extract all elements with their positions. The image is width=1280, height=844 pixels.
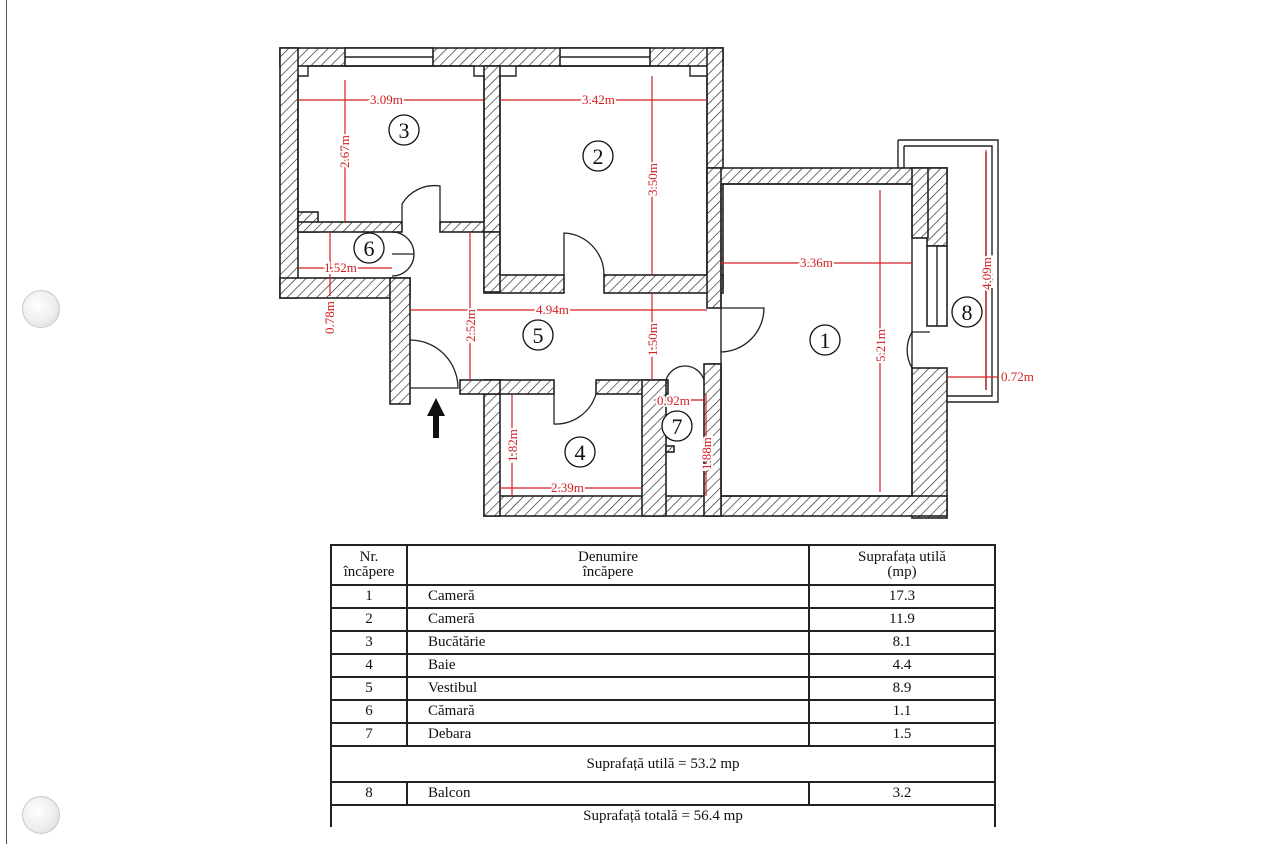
cell-area: 1.1 (809, 700, 995, 723)
door-entrance (410, 340, 458, 388)
dim-1-height: 5.21m (873, 329, 888, 362)
grand-total-row (331, 805, 995, 827)
table-row (331, 782, 995, 805)
room-number-4: 4 (574, 440, 586, 465)
table-row (331, 608, 995, 631)
dim-3-height: 2.67m (337, 135, 352, 168)
room-number-2: 2 (592, 144, 604, 169)
wall-5-bottom-left (460, 380, 500, 394)
wall-left-3 (280, 48, 298, 298)
dim-5-width: 4.94m (536, 302, 569, 317)
table-row (331, 700, 995, 723)
table-header-row (331, 545, 995, 585)
wall-3-bottom (298, 222, 402, 232)
cell-name: Vestibul (407, 677, 809, 700)
cell-area: 1.5 (809, 723, 995, 746)
cell-nr: 1 (331, 585, 407, 608)
cell-area: 11.9 (809, 608, 995, 631)
cell-nr: 8 (331, 782, 407, 805)
cell-area: 3.2 (809, 782, 995, 805)
cell-name: Bucătărie (407, 631, 809, 654)
header-nr (331, 545, 407, 585)
dim-8-width: 0.72m (1001, 369, 1034, 384)
cell-nr: 3 (331, 631, 407, 654)
header-area-line1: Suprafața utilă (858, 549, 946, 565)
cell-name: Balcon (407, 782, 809, 805)
room-number-1: 1 (819, 328, 831, 353)
table-row (331, 677, 995, 700)
dim-5-height-left: 2.52m (463, 309, 478, 342)
dim-6-height: 0.78m (322, 301, 337, 334)
door-6 (392, 232, 414, 276)
cell-nr: 6 (331, 700, 407, 723)
wall-4-left (484, 380, 500, 516)
wall-right-1-top (927, 168, 947, 246)
dim-2-height: 3.50m (645, 163, 660, 196)
table-row (331, 585, 995, 608)
door-balcony (907, 332, 930, 368)
dim-5-height-right: 1.50m (645, 323, 660, 356)
room-number-6: 6 (363, 236, 375, 261)
table-row (331, 723, 995, 746)
cell-area: 4.4 (809, 654, 995, 677)
room-3-outline (298, 66, 484, 222)
wall-right-1-jamb (912, 168, 928, 238)
punch-hole-bottom (22, 796, 60, 834)
wall-left-5 (390, 278, 410, 404)
header-area (809, 545, 995, 585)
door-7 (666, 366, 704, 380)
cell-area: 8.9 (809, 677, 995, 700)
cell-area: 8.1 (809, 631, 995, 654)
dim-6-width: 1.52m (324, 260, 357, 275)
cell-nr: 4 (331, 654, 407, 677)
door-1 (721, 308, 764, 352)
header-name-line1: Denumire (578, 549, 638, 565)
cell-area: 17.3 (809, 585, 995, 608)
header-name (407, 545, 809, 585)
wall-3-2 (484, 66, 500, 232)
room-number-5: 5 (532, 323, 544, 348)
dim-4-height: 1.82m (505, 429, 520, 462)
dim-8-height: 4.09m (979, 257, 994, 290)
dim-7-height: 1.88m (699, 437, 714, 470)
room-number-7: 7 (671, 414, 683, 439)
cell-name: Debara (407, 723, 809, 746)
header-nr-line1: Nr. (359, 549, 379, 565)
area-table (330, 544, 996, 827)
cell-name: Cameră (407, 608, 809, 631)
wall-left-1 (707, 168, 721, 308)
table-row (331, 631, 995, 654)
useful-total: Suprafață utilă = 53.2 mp (331, 746, 995, 782)
room-number-8: 8 (961, 300, 973, 325)
header-area-line2: (mp) (887, 564, 917, 580)
dim-4-width: 2.39m (551, 480, 584, 495)
wall-top-1 (707, 168, 947, 184)
wall-7-bottom-fill (666, 446, 674, 452)
cell-name: Baie (407, 654, 809, 677)
door-2 (564, 233, 604, 275)
dim-1-width: 3.36m (800, 255, 833, 270)
useful-total-row (331, 746, 995, 782)
dim-7-width: 0.92m (657, 393, 690, 408)
door-4 (554, 394, 596, 424)
wall-3-bottom-right (440, 222, 486, 232)
header-name-line2: încăpere (582, 564, 634, 580)
table-row (331, 654, 995, 677)
wall-2-bottom-stub (484, 232, 500, 292)
cell-nr: 2 (331, 608, 407, 631)
entrance-arrow-icon (427, 398, 445, 438)
wall-2-bottom-right (604, 275, 723, 293)
room-number-3: 3 (398, 118, 410, 143)
dim-3-width: 3.09m (370, 92, 403, 107)
dim-2-width: 3.42m (582, 92, 615, 107)
cell-nr: 5 (331, 677, 407, 700)
header-nr-line2: încăpere (343, 564, 395, 580)
door-3 (402, 186, 440, 222)
grand-total: Suprafață totală = 56.4 mp (331, 805, 995, 827)
cell-name: Cămară (407, 700, 809, 723)
cell-nr: 7 (331, 723, 407, 746)
cell-name: Cameră (407, 585, 809, 608)
